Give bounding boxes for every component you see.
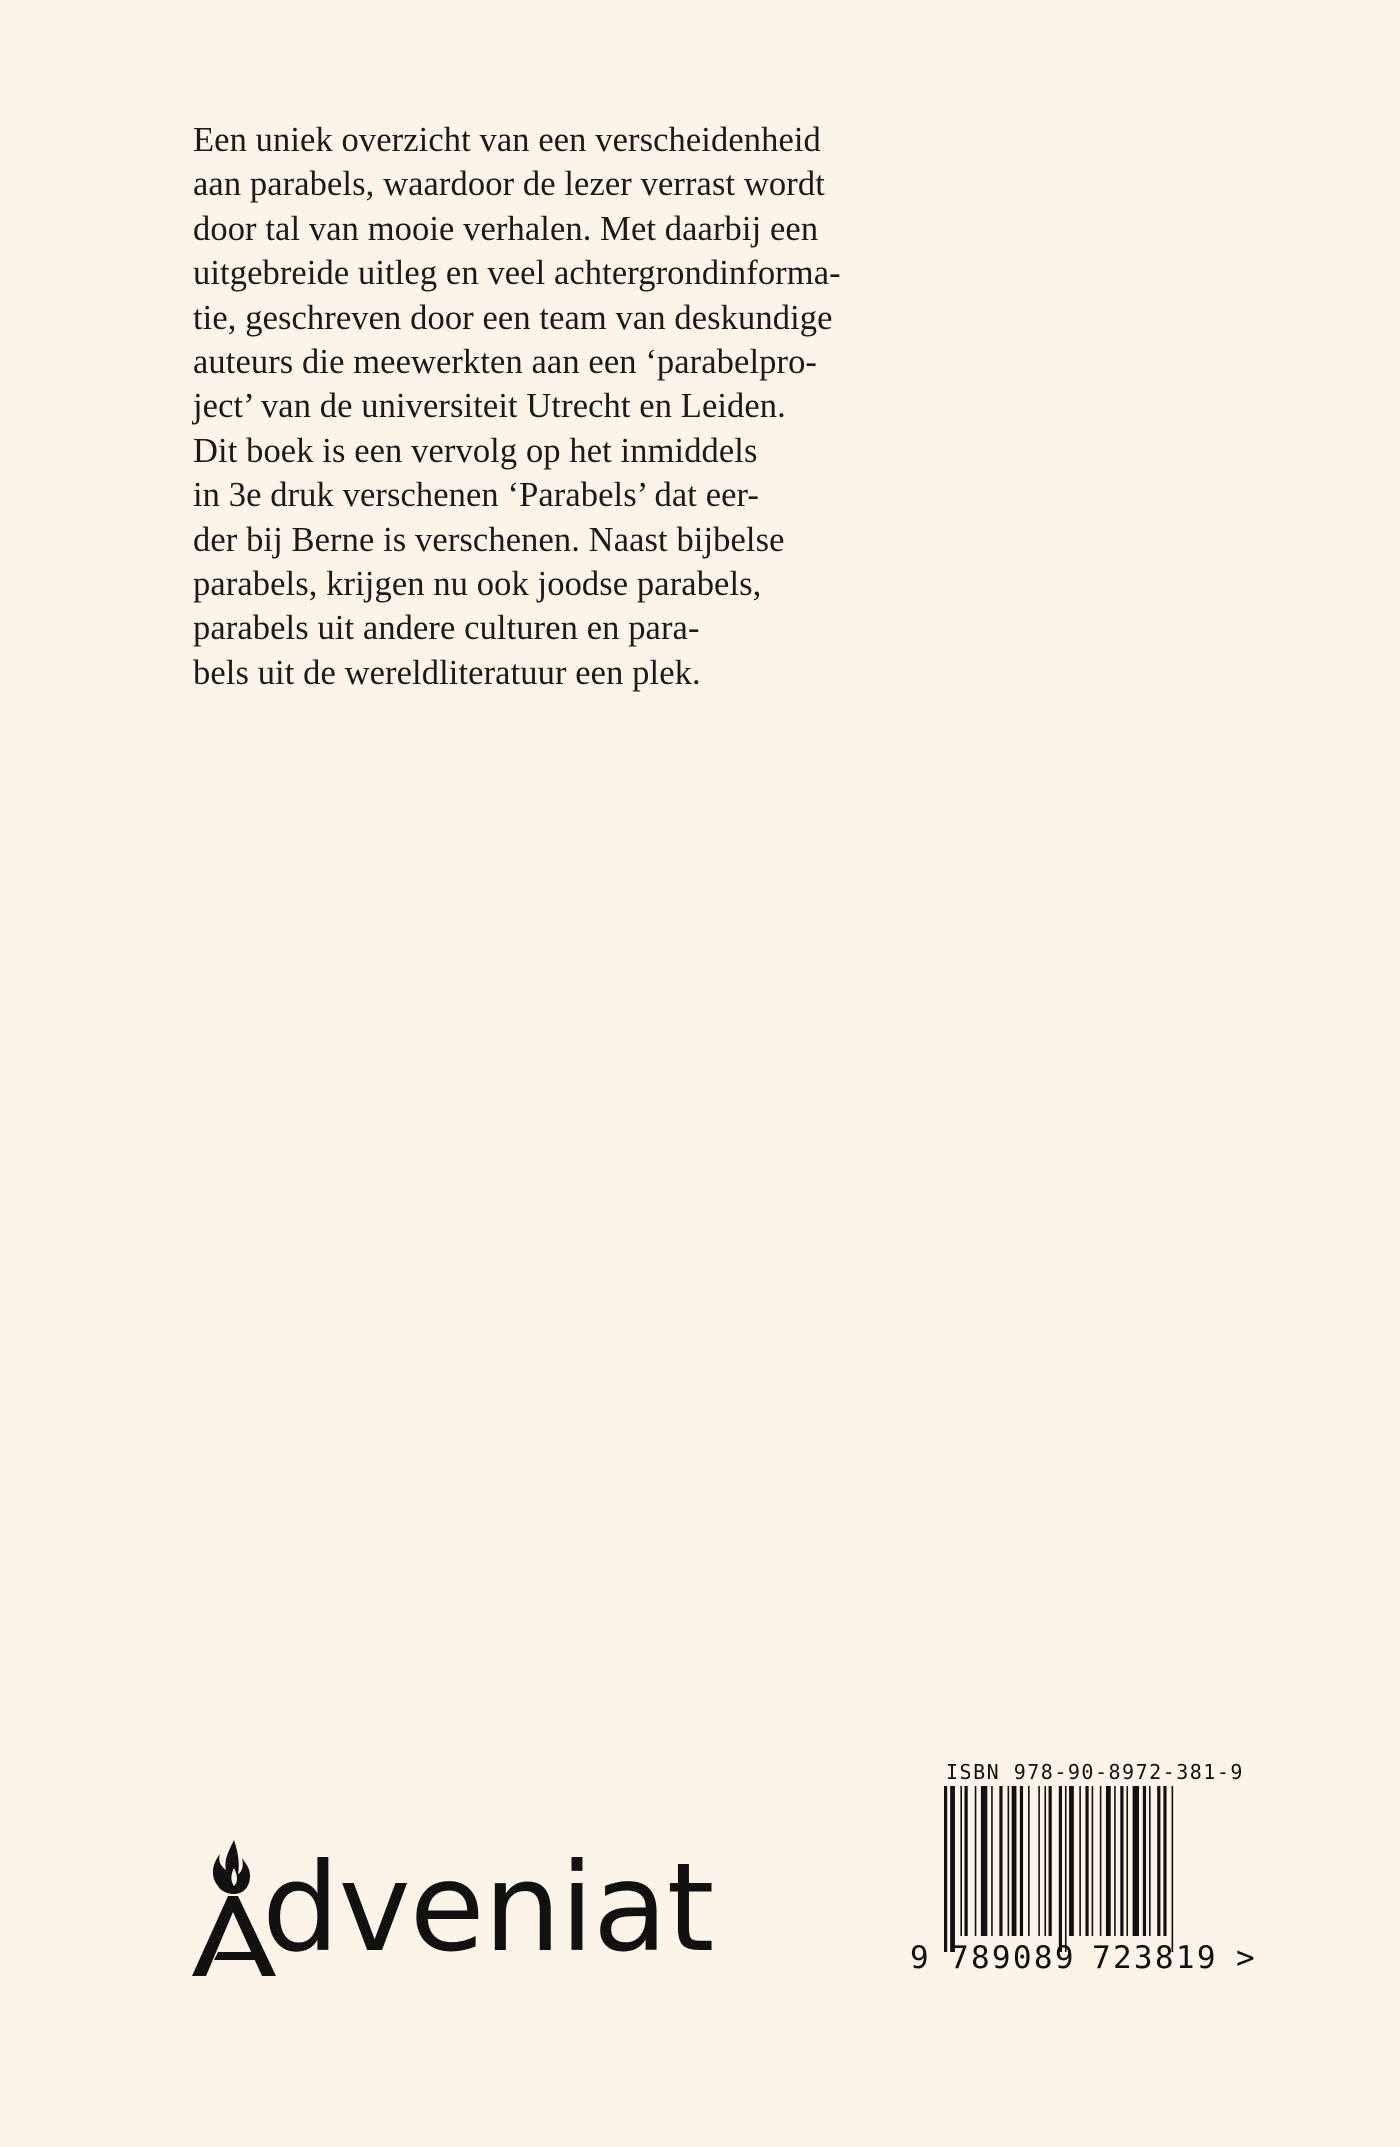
logo-wordmark: dveniat — [262, 1837, 714, 1979]
blurb-line: parabels uit andere culturen en para- — [193, 609, 700, 648]
barcode-bar — [1008, 1786, 1010, 1936]
blurb-line: tie, geschreven door een team van deskundige — [193, 298, 833, 337]
barcode-bar — [975, 1786, 977, 1936]
barcode-bar — [1106, 1786, 1111, 1936]
barcode-bars — [938, 1786, 1238, 1956]
isbn-barcode — [908, 1760, 1262, 1985]
barcode-bar — [1126, 1786, 1128, 1936]
barcode-bar — [1100, 1786, 1102, 1936]
blurb-line: Dit boek is een vervolg op het inmiddels — [193, 431, 758, 470]
barcode-bar — [1069, 1786, 1074, 1936]
barcode-bar — [1065, 1786, 1067, 1952]
blurb-line: bels uit de wereldliteratuur een plek. — [193, 653, 701, 692]
barcode-bar — [1114, 1786, 1116, 1936]
barcode-bar — [1044, 1786, 1046, 1936]
barcode-bar — [950, 1786, 955, 1952]
barcode-bar — [1049, 1786, 1052, 1936]
barcode-bar — [1020, 1786, 1023, 1936]
barcode-bar — [944, 1786, 947, 1952]
barcode-bar — [1028, 1786, 1030, 1936]
barcode-bar — [1012, 1786, 1017, 1936]
ean-first-digit: 9 — [910, 1940, 929, 1976]
blurb-line: auteurs die meewerkten aan een ‘parabelpro- — [193, 343, 818, 382]
blurb-line: door tal van mooie verhalen. Met daarbij een — [193, 209, 819, 248]
blurb-line: aan parabels, waardoor de lezer verrast wordt — [193, 165, 825, 204]
blurb-line: uitgebreide uitleg en veel achtergrondinforma- — [193, 254, 841, 293]
barcode-bar — [1120, 1786, 1123, 1936]
barcode-bar — [1163, 1786, 1166, 1936]
blurb-line: in 3e druk verschenen ‘Parabels’ dat eer- — [193, 476, 760, 515]
barcode-bar — [1133, 1786, 1139, 1936]
ean-left-group: 789089 — [950, 1940, 1076, 1976]
barcode-bar — [1059, 1786, 1062, 1952]
blurb-line: der bij Berne is verschenen. Naast bijbelse — [193, 520, 785, 559]
isbn-number: ISBN 978-90-8972-381-9 — [946, 1760, 1244, 1784]
barcode-bar — [1038, 1786, 1040, 1936]
barcode-bar — [1149, 1786, 1151, 1936]
ean-end-mark: > — [1236, 1940, 1255, 1976]
blurb-text — [193, 118, 893, 695]
barcode-bar — [1085, 1786, 1088, 1936]
blurb-line: Een uniek overzicht van een verscheidenheid — [193, 121, 821, 159]
barcode-bar — [1157, 1786, 1160, 1936]
publisher-logo — [190, 1838, 790, 1978]
blurb-line: parabels, krijgen nu ook joodse parabels, — [193, 565, 762, 604]
barcode-bar — [960, 1786, 962, 1936]
barcode-bar — [1172, 1786, 1174, 1952]
barcode-bar — [1092, 1786, 1094, 1936]
ean-right-group: 723819 — [1092, 1940, 1218, 1976]
barcode-bar — [965, 1786, 968, 1936]
barcode-bar — [1079, 1786, 1081, 1936]
blurb-line: ject’ van de universiteit Utrecht en Leiden. — [193, 387, 786, 426]
barcode-bar — [1143, 1786, 1146, 1936]
barcode-bar — [991, 1786, 993, 1936]
barcode-bar — [999, 1786, 1002, 1936]
barcode-bar — [981, 1786, 987, 1936]
